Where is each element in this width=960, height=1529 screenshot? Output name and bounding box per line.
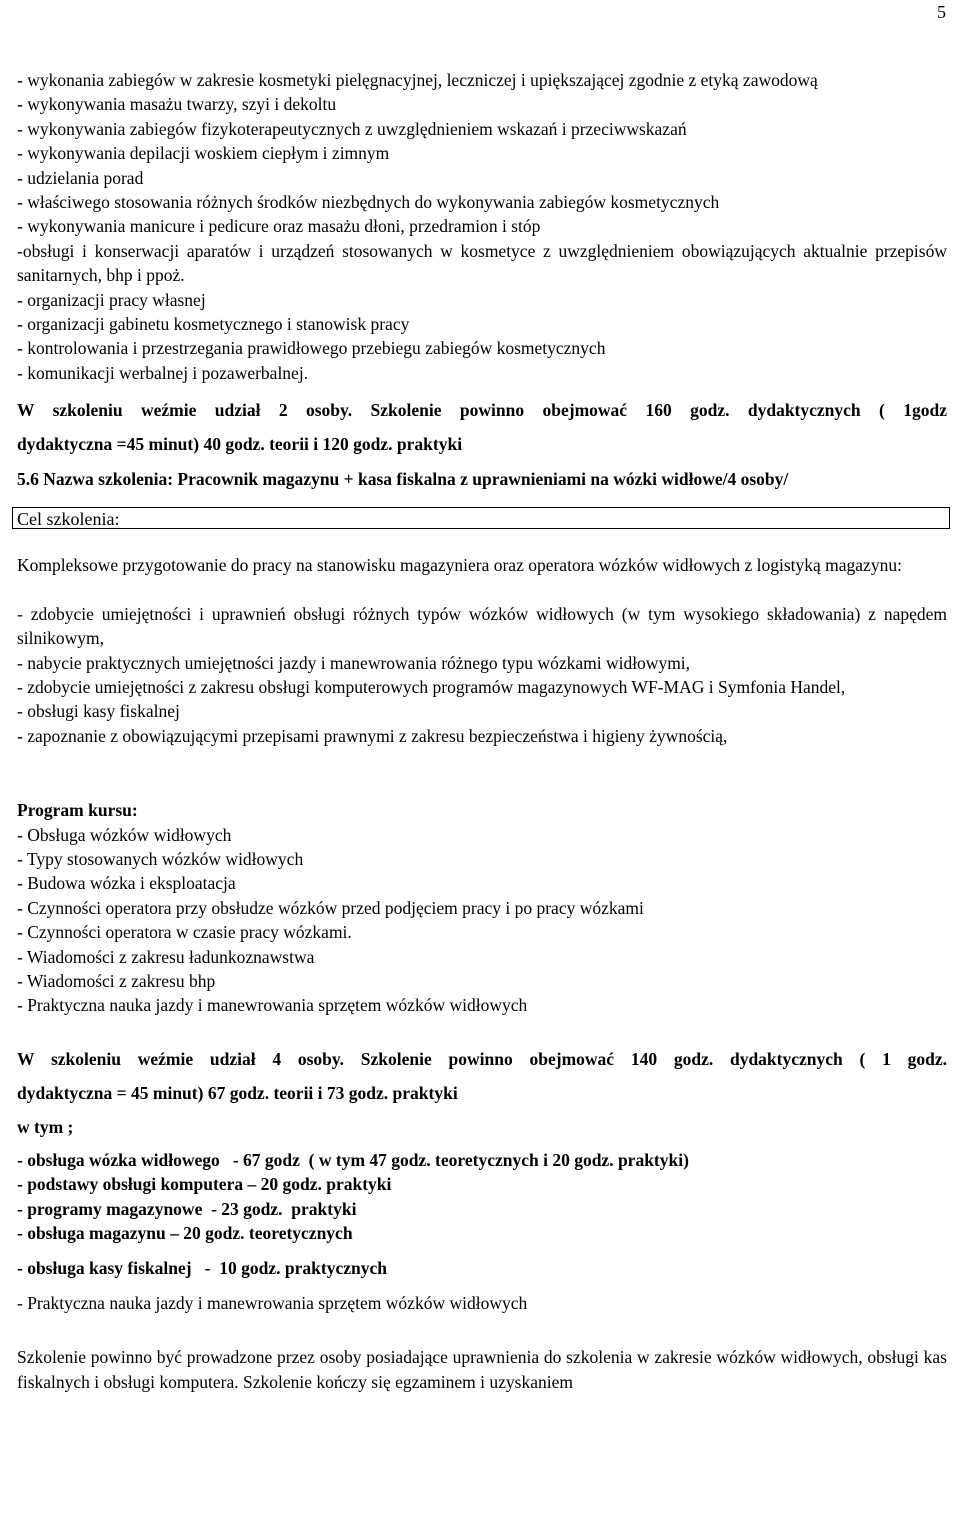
program-heading: Program kursu: — [17, 800, 138, 821]
list-item: - wykonywania depilacji woskiem ciepłym i zimnym — [17, 143, 390, 164]
document-body — [17, 68, 952, 1394]
list-item: - komunikacji werbalnej i pozawerbalnej. — [17, 362, 309, 383]
list-item: - wykonania zabiegów w zakresie kosmetyki pielęgnacyjnej, leczniczej i upiększającej zgodnie z etyką zawodową — [17, 70, 818, 90]
training-summary-1 — [17, 393, 947, 461]
list-item: - obsługa kasy fiskalnej - 10 godz. praktycznych — [17, 1258, 387, 1279]
list-item: - Czynności operatora w czasie pracy wózkami. — [17, 922, 352, 943]
list-item: - Wiadomości z zakresu ładunkoznawstwa — [17, 946, 315, 967]
list-item: - właściwego stosowania różnych środków niezbędnych do wykonywania zabiegów kosmetycznych — [17, 192, 720, 213]
training-summary-line: W szkoleniu weźmie udział 4 osoby. Szkolenie powinno obejmować 140 godz. dydaktycznych ( 1 godz. — [17, 1048, 947, 1069]
hours-breakdown — [17, 1148, 947, 1281]
list-item: - zapoznanie z obowiązującymi przepisami prawnymi z zakresu bezpieczeństwa i higieny żywnością, — [17, 725, 728, 746]
list-item: - Budowa wózka i eksploatacja — [17, 873, 236, 894]
practical-line: - Praktyczna nauka jazdy i manewrowania sprzętem wózków widłowych — [17, 1292, 528, 1313]
list-item: - udzielania porad — [17, 167, 144, 188]
page-number: 5 — [937, 2, 946, 22]
training-summary-2 — [17, 1042, 947, 1144]
training-summary-line: dydaktyczna =45 minut) 40 godz. teorii i 120 godz. praktyki — [17, 434, 463, 455]
list-item: - Obsługa wózków widłowych — [17, 824, 232, 845]
list-item: - wykonywania masażu twarzy, szyi i dekoltu — [17, 94, 337, 115]
goals-list — [17, 602, 952, 748]
training-summary-line: dydaktyczna = 45 minut) 67 godz. teorii i 73 godz. praktyki — [17, 1082, 458, 1103]
cel-szkolenia-box — [12, 507, 950, 529]
training-summary-line: W szkoleniu weźmie udział 2 osoby. Szkolenie powinno obejmować 160 godz. dydaktycznych ( 1godz — [17, 400, 947, 421]
list-item: - obsługa wózka widłowego - 67 godz ( w tym 47 godz. teoretycznych i 20 godz. praktyki) — [17, 1149, 689, 1170]
list-item: - organizacji gabinetu kosmetycznego i stanowisk pracy — [17, 314, 410, 335]
section-heading: 5.6 Nazwa szkolenia: Pracownik magazynu + kasa fiskalna z uprawnieniami na wózki widłowe/4 osoby/ — [17, 469, 789, 490]
closing-paragraph: Szkolenie powinno być prowadzone przez osoby posiadające uprawnienia do szkolenia w zakresie wózków widłowych, obsługi kas fiskalnych i obsługi komputera. Szkolenie kończy się egzaminem i uzyskaniem — [17, 1347, 952, 1392]
list-item: - nabycie praktycznych umiejętności jazdy i manewrowania różnego typu wózkami widłowymi, — [17, 652, 691, 673]
list-item: - Typy stosowanych wózków widłowych — [17, 848, 304, 869]
intro-list — [17, 68, 952, 385]
list-item: - obsługi kasy fiskalnej — [17, 701, 180, 722]
list-item: - kontrolowania i przestrzegania prawidłowego przebiegu zabiegów kosmetycznych — [17, 338, 606, 359]
list-item: -obsługi i konserwacji aparatów i urządzeń stosowanych w kosmetyce z uwzględnieniem obowiązujących aktualnie przepisów sanitarnych, bhp i ppoż. — [17, 240, 952, 286]
goal-intro: Kompleksowe przygotowanie do pracy na stanowisku magazyniera oraz operatora wózków widłowych z logistyką magazynu: — [17, 555, 902, 576]
list-item: - zdobycie umiejętności i uprawnień obsługi różnych typów wózków widłowych (w tym wysokiego składowania) z napędem silnikowym, — [17, 603, 952, 649]
cel-szkolenia-label: Cel szkolenia: — [17, 509, 120, 530]
w-tym-label: w tym ; — [17, 1116, 74, 1137]
list-item: - programy magazynowe - 23 godz. praktyki — [17, 1198, 357, 1219]
list-item: - wykonywania manicure i pedicure oraz masażu dłoni, przedramion i stóp — [17, 216, 541, 237]
program-list — [17, 823, 947, 1018]
list-item: - podstawy obsługi komputera – 20 godz. praktyki — [17, 1174, 392, 1195]
list-item: - Praktyczna nauka jazdy i manewrowania sprzętem wózków widłowych — [17, 995, 528, 1016]
list-item: - obsługa magazynu – 20 godz. teoretycznych — [17, 1223, 353, 1243]
list-item: - Czynności operatora przy obsłudze wózków przed podjęciem pracy i po pracy wózkami — [17, 897, 644, 918]
list-item: - organizacji pracy własnej — [17, 289, 206, 310]
list-item: - Wiadomości z zakresu bhp — [17, 970, 216, 991]
list-item: - zdobycie umiejętności z zakresu obsługi komputerowych programów magazynowych WF-MAG i Symfonia Handel, — [17, 676, 846, 697]
list-item: - wykonywania zabiegów fizykoterapeutycznych z uwzględnieniem wskazań i przeciwwskazań — [17, 118, 687, 139]
